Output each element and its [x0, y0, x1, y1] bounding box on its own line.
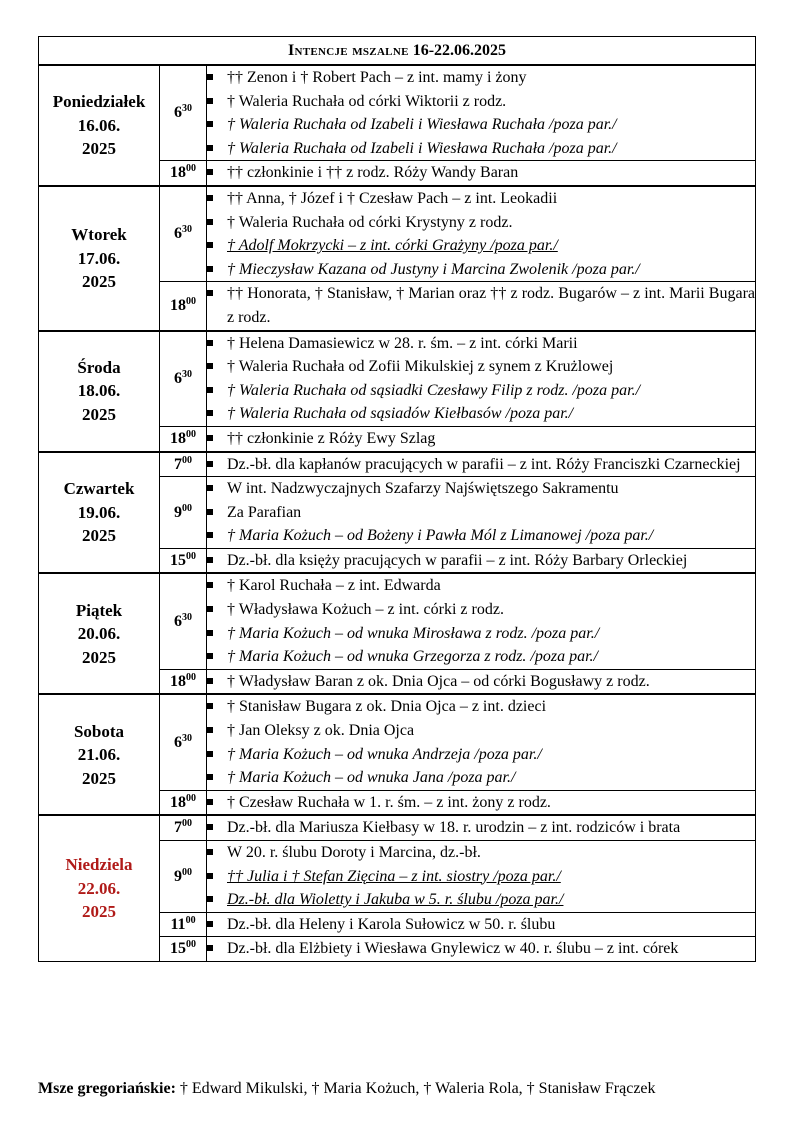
intention-item: Dz.-bł. dla Wioletty i Jakuba w 5. r. ślubu /poza par./ [207, 888, 755, 912]
day-group [39, 186, 756, 331]
day-name: Poniedziałek [52, 92, 146, 112]
intention-list [207, 427, 755, 451]
intention-cell [207, 841, 756, 913]
intention-item: † Stanisław Bugara z ok. Dnia Ojca – z int. dzieci [207, 695, 755, 719]
intention-list [207, 477, 755, 548]
intention-item: †† członkinie i †† z rodz. Róży Wandy Baran [207, 161, 755, 185]
mass-minute: 00 [182, 866, 192, 878]
day-group [39, 452, 756, 574]
mass-time [160, 65, 207, 161]
intention-cell [207, 186, 756, 282]
day-label [39, 694, 160, 815]
mass-row [39, 694, 756, 790]
mass-hour: 18 [170, 429, 186, 447]
intention-item: W 20. r. ślubu Doroty i Marcina, dz.-bł. [207, 841, 755, 865]
intention-list [207, 695, 755, 789]
day-name: Czwartek [63, 479, 135, 499]
day-date: 18.06. [77, 381, 121, 401]
intention-item: Dz.-bł. dla Heleny i Karola Sułowicz w 50. r. ślubu [207, 913, 755, 937]
intention-cell [207, 331, 756, 427]
day-year: 2025 [82, 647, 116, 667]
intention-item: Dz.-bł. dla księży pracujących w parafii – z int. Róży Barbary Orleckiej [207, 549, 755, 573]
mass-minute: 00 [186, 939, 196, 951]
mass-time [160, 937, 207, 962]
intention-item: Za Parafian [207, 501, 755, 525]
intention-list [207, 66, 755, 160]
intention-cell [207, 669, 756, 694]
mass-row [39, 573, 756, 669]
mass-minute: 00 [186, 428, 196, 440]
intention-item: †† Honorata, † Stanisław, † Marian oraz †† z rodz. Bugarów – z int. Marii Bugara z rodz. [207, 282, 755, 329]
intentions-table [38, 36, 756, 962]
intention-cell [207, 573, 756, 669]
day-date: 16.06. [77, 115, 121, 135]
mass-minute: 30 [182, 611, 192, 623]
footer-text: † Edward Mikulski, † Maria Kożuch, † Waleria Rola, † Stanisław Frączek [175, 1080, 656, 1097]
gregorian-masses-footer [38, 1080, 756, 1098]
intention-item: †† Zenon i † Robert Pach – z int. mamy i żony [207, 66, 755, 90]
day-group [39, 815, 756, 961]
intention-item: † Waleria Ruchała od córki Krystyny z rodz. [207, 211, 755, 235]
intention-list [207, 816, 755, 840]
mass-minute: 00 [182, 818, 192, 830]
intention-item: † Maria Kożuch – od wnuka Grzegorza z rodz. /poza par./ [207, 645, 755, 669]
mass-row [39, 186, 756, 282]
mass-hour: 18 [170, 164, 186, 182]
mass-row [39, 65, 756, 161]
day-group [39, 331, 756, 452]
intention-cell [207, 790, 756, 815]
intention-item: † Jan Oleksy z ok. Dnia Ojca [207, 719, 755, 743]
day-label [39, 573, 160, 694]
footer-label: Msze gregoriańskie: [38, 1080, 176, 1097]
mass-time [160, 790, 207, 815]
mass-minute: 00 [182, 502, 192, 514]
mass-time [160, 161, 207, 186]
day-date: 22.06. [77, 878, 121, 898]
intention-cell [207, 477, 756, 549]
day-label [39, 186, 160, 331]
intention-item: † Karol Ruchała – z int. Edwarda [207, 574, 755, 598]
mass-hour: 15 [170, 551, 186, 569]
intention-item: † Maria Kożuch – od Bożeny i Pawła Mól z Limanowej /poza par./ [207, 524, 755, 548]
day-year: 2025 [82, 272, 116, 291]
day-name: Wtorek [71, 225, 127, 244]
day-date: 21.06. [77, 745, 121, 765]
intention-item: †† Julia i † Stefan Zięcina – z int. siostry /poza par./ [207, 865, 755, 889]
intention-item: † Maria Kożuch – od wnuka Mirosława z rodz. /poza par./ [207, 622, 755, 646]
mass-hour: 6 [174, 104, 182, 122]
intention-item: Dz.-bł. dla Mariusza Kiełbasy w 18. r. urodzin – z int. rodziców i brata [207, 816, 755, 840]
intention-item: † Mieczysław Kazana od Justyny i Marcina Zwolenik /poza par./ [207, 258, 755, 282]
mass-time [160, 912, 207, 937]
mass-hour: 18 [170, 793, 186, 811]
mass-time [160, 452, 207, 477]
intention-item: †† Anna, † Józef i † Czesław Pach – z int. Leokadii [207, 187, 755, 211]
intention-cell [207, 426, 756, 451]
intention-item: † Waleria Ruchała od Izabeli i Wiesława Ruchała /poza par./ [207, 137, 755, 161]
mass-time [160, 426, 207, 451]
day-year: 2025 [82, 139, 116, 159]
intention-cell [207, 937, 756, 962]
intention-list [207, 791, 755, 815]
intention-item: † Helena Damasiewicz w 28. r. śm. – z int. córki Marii [207, 332, 755, 356]
mass-time [160, 331, 207, 427]
mass-minute: 00 [186, 671, 196, 683]
intention-list [207, 187, 755, 281]
intention-list [207, 549, 755, 573]
day-year: 2025 [82, 768, 116, 788]
intention-list [207, 913, 755, 937]
mass-hour: 6 [174, 225, 182, 243]
intention-item: † Maria Kożuch – od wnuka Andrzeja /poza par./ [207, 743, 755, 767]
mass-time [160, 815, 207, 840]
intention-list [207, 282, 755, 329]
intention-list [207, 453, 755, 477]
intention-item: W int. Nadzwyczajnych Szafarzy Najświętszego Sakramentu [207, 477, 755, 501]
intention-list [207, 670, 755, 694]
mass-time [160, 186, 207, 282]
intention-list [207, 574, 755, 668]
mass-row [39, 331, 756, 427]
day-name: Niedziela [65, 855, 133, 875]
mass-time [160, 477, 207, 549]
day-group [39, 573, 756, 694]
day-group [39, 694, 756, 815]
mass-minute: 00 [186, 550, 196, 562]
intention-cell [207, 161, 756, 186]
day-name: Piątek [75, 600, 123, 620]
mass-hour: 7 [174, 819, 182, 837]
day-date: 17.06. [77, 248, 121, 268]
intention-item: † Adolf Mokrzycki – z int. córki Grażyny /poza par./ [207, 234, 755, 258]
day-year: 2025 [82, 902, 116, 922]
intention-item: †† członkinie z Róży Ewy Szlag [207, 427, 755, 451]
mass-hour: 6 [174, 733, 182, 751]
mass-minute: 00 [182, 454, 192, 466]
intention-item: † Waleria Ruchała od sąsiadki Czesławy Filip z rodz. /poza par./ [207, 379, 755, 403]
intention-list [207, 841, 755, 912]
day-label [39, 331, 160, 452]
mass-time [160, 548, 207, 573]
intention-cell [207, 912, 756, 937]
intention-item: † Władysława Kożuch – z int. córki z rodz. [207, 598, 755, 622]
intention-item: Dz.-bł. dla kapłanów pracujących w parafii – z int. Róży Franciszki Czarneckiej [207, 453, 755, 477]
intention-item: † Waleria Ruchała od córki Wiktorii z rodz. [207, 90, 755, 114]
intention-item: † Waleria Ruchała od sąsiadów Kiełbasów /poza par./ [207, 402, 755, 426]
intention-cell [207, 548, 756, 573]
day-year: 2025 [82, 526, 116, 546]
day-name: Sobota [73, 721, 125, 741]
mass-hour: 6 [174, 612, 182, 630]
intention-item: † Waleria Ruchała od Zofii Mikulskiej z synem z Krużlowej [207, 355, 755, 379]
title-dates: 16-22.06.2025 [412, 41, 507, 59]
intention-item: † Czesław Ruchała w 1. r. śm. – z int. żony z rodz. [207, 791, 755, 815]
mass-minute: 00 [185, 914, 196, 926]
mass-hour: 6 [174, 369, 182, 387]
title-prefix: Intencje mszalne [287, 41, 409, 59]
mass-time [160, 573, 207, 669]
mass-hour: 9 [174, 503, 182, 521]
page-title [39, 37, 756, 66]
intention-cell [207, 65, 756, 161]
mass-time [160, 694, 207, 790]
day-date: 20.06. [77, 624, 121, 644]
mass-minute: 00 [186, 296, 196, 308]
mass-minute: 00 [186, 792, 196, 804]
intention-cell [207, 452, 756, 477]
mass-minute: 00 [186, 163, 196, 175]
day-group [39, 65, 756, 186]
mass-time [160, 282, 207, 331]
intention-cell [207, 694, 756, 790]
intention-item: † Waleria Ruchała od Izabeli i Wiesława Ruchała /poza par./ [207, 113, 755, 137]
day-label [39, 65, 160, 186]
intention-cell [207, 282, 756, 331]
day-label [39, 452, 160, 574]
intention-list [207, 161, 755, 185]
intention-item: Dz.-bł. dla Elżbiety i Wiesława Gnylewicz w 40. r. ślubu – z int. córek [207, 937, 755, 961]
day-date: 19.06. [77, 502, 121, 522]
day-name: Środa [77, 357, 121, 377]
mass-hour: 11 [170, 915, 186, 933]
mass-time [160, 841, 207, 913]
day-label [39, 815, 160, 961]
mass-hour: 15 [170, 940, 186, 958]
intention-list [207, 332, 755, 426]
mass-hour: 9 [174, 867, 182, 885]
mass-hour: 18 [170, 672, 186, 690]
mass-minute: 30 [182, 103, 192, 115]
mass-minute: 30 [182, 224, 192, 236]
intention-list [207, 937, 755, 961]
mass-time [160, 669, 207, 694]
intention-item: † Maria Kożuch – od wnuka Jana /poza par./ [207, 766, 755, 790]
day-year: 2025 [82, 404, 116, 424]
mass-minute: 30 [182, 732, 192, 744]
intention-item: † Władysław Baran z ok. Dnia Ojca – od córki Bogusławy z rodz. [207, 670, 755, 694]
mass-hour: 18 [170, 297, 186, 315]
mass-row [39, 452, 756, 477]
mass-row [39, 815, 756, 840]
intention-cell [207, 815, 756, 840]
mass-hour: 7 [174, 455, 182, 473]
mass-minute: 30 [182, 368, 192, 380]
